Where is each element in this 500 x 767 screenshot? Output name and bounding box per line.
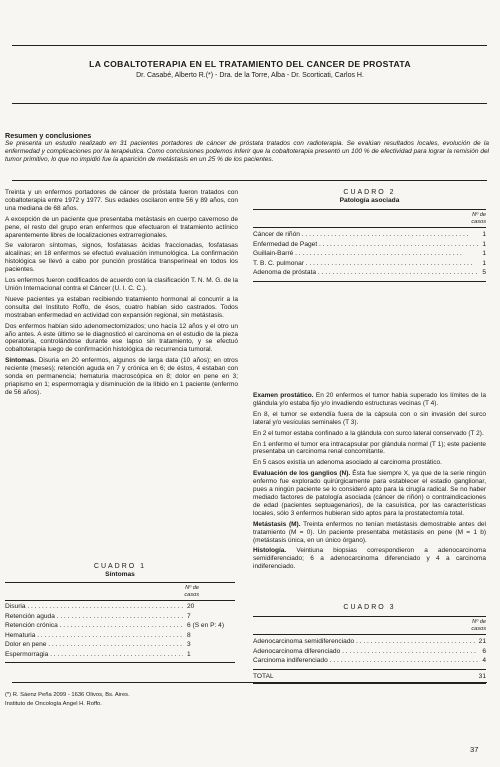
row-value: 1 bbox=[482, 240, 486, 248]
row-label: Adenoma de próstata . . . bbox=[253, 268, 478, 278]
page-number: 37 bbox=[470, 745, 479, 754]
cuadro-3-top-rule bbox=[253, 616, 486, 617]
row-label: T. B. C. pulmonar . . . bbox=[253, 259, 478, 269]
right-paragraph: En 8, el tumor se extendía fuera de la cápsula con o sin invasión del surco lateral y/o vesículas seminales (T 3). bbox=[253, 410, 486, 426]
row-value: 1 bbox=[482, 231, 486, 238]
left-column bbox=[5, 189, 238, 400]
top-rule bbox=[12, 45, 487, 46]
footnote-address: (*) R. Sáenz Peña 2099 - 1636 Olivos, Bs. Aires. bbox=[5, 692, 130, 698]
resumen-heading: Resumen y conclusiones bbox=[5, 131, 92, 140]
left-paragraph: Se valoraron síntomas, signos, fosfatasas ácidas fraccionadas, fosfatasas alcalinas; en 18 enfermos se efectuó evaluación inmunológica. La confirmación histológica se llevó a cabo por punción prostática transperineal en todos los pacientes. bbox=[5, 242, 238, 274]
right-paragraph: En 2 el tumor estaba confinado a la glándula con surco lateral conservado (T 2). bbox=[253, 429, 484, 437]
right-column bbox=[253, 392, 486, 574]
table-row bbox=[253, 268, 486, 278]
cuadro-3 bbox=[253, 604, 486, 684]
cuadro-2-col-head: Nº de casos bbox=[471, 212, 486, 225]
right-paragraph bbox=[253, 470, 486, 517]
row-label: Adenocarcinoma semidiferenciado . . . bbox=[253, 637, 475, 647]
cuadro-2 bbox=[253, 189, 486, 282]
row-label: Adenocarcinoma diferenciado . . . bbox=[253, 647, 478, 657]
cuadro-3-bottom-rule bbox=[253, 683, 486, 684]
sintomas-paragraph bbox=[5, 357, 238, 397]
abstract-rule bbox=[12, 180, 487, 181]
row-label: Dolor en pene . . . bbox=[5, 640, 183, 650]
histologia-text: Veintiuna biopsias correspondieron a adenocarcinoma semidiferenciado; 6 a adenocarcinoma diferenciado y 4 a carcinoma indiferenciado. bbox=[253, 547, 486, 571]
footnote-institute: Instituto de Oncología Angel H. Roffo. bbox=[5, 701, 102, 707]
row-label: Enfermedad de Paget . . . bbox=[253, 240, 478, 250]
table-row bbox=[5, 640, 235, 650]
total-label: TOTAL bbox=[253, 672, 274, 680]
cuadro-1 bbox=[5, 563, 235, 663]
row-label: Guillain-Barré . . . bbox=[253, 249, 478, 259]
row-label: Retención aguda . . . bbox=[5, 612, 183, 622]
metastasis-text: Treinta enfermos no tenían metástasis demostrable antes del tratamiento (M = 0). Un paciente presentaba metástasis en pene (M = 1 b) (metástasis única, en un único órgano). bbox=[253, 520, 486, 544]
table-row bbox=[253, 230, 486, 240]
cuadro-2-bottom-rule bbox=[253, 281, 486, 282]
abstract-text: Se presenta un estudio realizado en 31 pacientes portadores de cáncer de próstata tratados con radioterapia. Se evalúan resultados locales, evolución de la enfermedad y complicaciones por la terapéutica. Como conclusiones podemos inferir que la cobaltoterapia presentó un 100 % de efectividad para lograr la remisión del tumor primitivo, lo que no impidió fue la aparición de metástasis en un 25 % de los pacientes. bbox=[5, 140, 489, 164]
cuadro-1-title: CUADRO 1 bbox=[93, 563, 147, 570]
row-value: 20 bbox=[187, 603, 195, 610]
table-row bbox=[5, 631, 235, 641]
table-row bbox=[5, 602, 235, 612]
left-paragraph: Los enfermos fueron codificados de acuerdo con la clasificación T. N. M. G. de la Unión Internacional contra el Cáncer (U. I. C. C.). bbox=[5, 277, 238, 292]
cuadro-1-subtitle: Síntomas bbox=[105, 571, 135, 578]
row-label: Hematuria . . . bbox=[5, 631, 183, 641]
table-row bbox=[5, 621, 235, 631]
row-value: 5 bbox=[482, 269, 486, 277]
total-row bbox=[253, 670, 486, 682]
ganglios-text: Ésta fue siempre X, ya que de la serie ningún enfermo fue explorado quirúrgicamente para establecer el estadio ganglionar, pues a ningún paciente se lo consideró apto para la cirugía radical. Se no haber mediado factores de patología asociada (cáncer de riñón) o contraindicaciones de edad (pacientes septuagenarios), de la casuística, por las características locales, sólo 3 enfermos hubieran sido aptos para la prostatectomía total. bbox=[253, 470, 486, 517]
cuadro-1-bottom-rule bbox=[5, 662, 235, 663]
row-label: Carcinoma indiferenciado . . . bbox=[253, 656, 478, 666]
row-label: Cáncer de riñón . . . bbox=[253, 230, 478, 240]
cuadro-1-rows bbox=[5, 601, 235, 660]
cuadro-2-top-rule bbox=[253, 209, 486, 210]
cuadro-3-title: CUADRO 3 bbox=[343, 604, 396, 611]
examen-lead: Examen prostático. bbox=[253, 392, 314, 399]
ganglios-lead: Evaluación de los ganglios (N). bbox=[253, 470, 351, 478]
row-value: 6 bbox=[482, 647, 486, 655]
right-paragraph: En 1 enfermo el tumor era intracapsular por glándula normal (T 1); este paciente presentaba un carcinoma renal concomitante. bbox=[253, 440, 486, 456]
left-paragraph: Dos enfermos habían sido adenomectomizados; uno hacía 12 años y el otro un año antes. A este último se le diagnosticó el carcinoma en el estudio de la pieza operatoria, controlándose durante ese lapso sin tratamiento, y se efectuó cobaltoterapia luego de confirmación histológica de recurrencia tumoral. bbox=[5, 322, 238, 354]
row-value: 3 bbox=[187, 641, 191, 649]
row-value: 7 bbox=[187, 612, 191, 620]
article-title: LA COBALTOTERAPIA EN EL TRATAMIENTO DEL CANCER DE PROSTATA bbox=[89, 59, 411, 69]
row-value: 1 bbox=[482, 259, 486, 267]
right-paragraph bbox=[253, 521, 486, 545]
right-paragraph bbox=[253, 392, 486, 408]
right-paragraph bbox=[253, 547, 486, 571]
header-rule bbox=[12, 103, 487, 104]
table-row bbox=[253, 259, 486, 269]
left-paragraph: Treinta y un enfermos portadores de cáncer de próstata fueron tratados con cobaltoterapia entre 1972 y 1977. Sus edades oscilaron entre 56 y 89 años, con una mediana de 68 años. bbox=[5, 189, 238, 212]
row-value: 1 bbox=[187, 650, 191, 658]
right-paragraph: En 5 casos existía un adenoma asociado al carcinoma prostático. bbox=[253, 459, 442, 467]
cuadro-2-rows bbox=[253, 228, 486, 278]
cuadro-3-col-head: Nº de casos bbox=[471, 619, 486, 632]
table-row bbox=[5, 650, 235, 660]
row-value: 21 bbox=[478, 638, 486, 645]
cuadro-2-subtitle: Patología asociada bbox=[339, 197, 400, 204]
article-authors: Dr. Casabé, Alberto R.(*) - Dra. de la Torre, Alba - Dr. Scorticati, Carlos H. bbox=[136, 72, 364, 79]
sintomas-lead: Síntomas. bbox=[5, 357, 37, 365]
left-paragraph: A excepción de un paciente que presentaba metástasis en cuerpo cavernoso de pene, el resto del grupo eran enfermos que efectuaron el tratamiento actínico aparentemente libres de localizaciones extrarregionales. bbox=[5, 215, 238, 239]
row-value: 4 bbox=[482, 657, 486, 665]
row-value: 1 bbox=[482, 250, 486, 258]
table-row bbox=[5, 612, 235, 622]
table-row bbox=[253, 656, 486, 666]
table-row bbox=[253, 647, 486, 657]
row-label: Disuria . . . bbox=[5, 602, 183, 612]
cuadro-1-col-head: Nº de casos bbox=[184, 585, 199, 598]
table-row bbox=[253, 249, 486, 259]
table-row bbox=[253, 240, 486, 250]
cuadro-2-title: CUADRO 2 bbox=[343, 189, 396, 196]
table-row bbox=[253, 637, 486, 647]
row-value: 8 bbox=[187, 631, 191, 639]
cuadro-3-rows bbox=[253, 635, 486, 666]
examen-text: En 20 enfermos el tumor había superado los límites de la glándula y/o estaba fijo y/o invadiendo estructuras vecinas (T 4). bbox=[253, 392, 487, 407]
left-paragraph: Nueve pacientes ya estaban recibiendo tratamiento hormonal al concurrir a la consulta del Instituto Roffo, de ésos, cuatro habían sido castrados. Todos mostraban enfermedad en actividad con expansión regional, sin metástasis. bbox=[5, 295, 238, 319]
footnote-rule bbox=[12, 682, 487, 683]
row-label: Espermorragia . . . bbox=[5, 650, 183, 660]
metastasis-lead: Metástasis (M). bbox=[253, 520, 301, 528]
sintomas-text: Disuria en 20 enfermos, algunos de larga data (10 años); en otros reciente (meses); retención aguda en 7 y crónica en 6; de éstos, 4 estaban con sonda en permanencia; hematuria macroscópica en 8; dolor en pene en 3; priapismo en 1; espermorragia y disminución de la líbido en 1 paciente (enfermo de 56 años). bbox=[5, 357, 238, 396]
total-value: 31 bbox=[478, 672, 486, 680]
row-value: 6 (S en P: 4) bbox=[187, 622, 225, 630]
row-label: Retención crónica . . . bbox=[5, 621, 183, 631]
histologia-lead: Histología. bbox=[253, 547, 287, 555]
